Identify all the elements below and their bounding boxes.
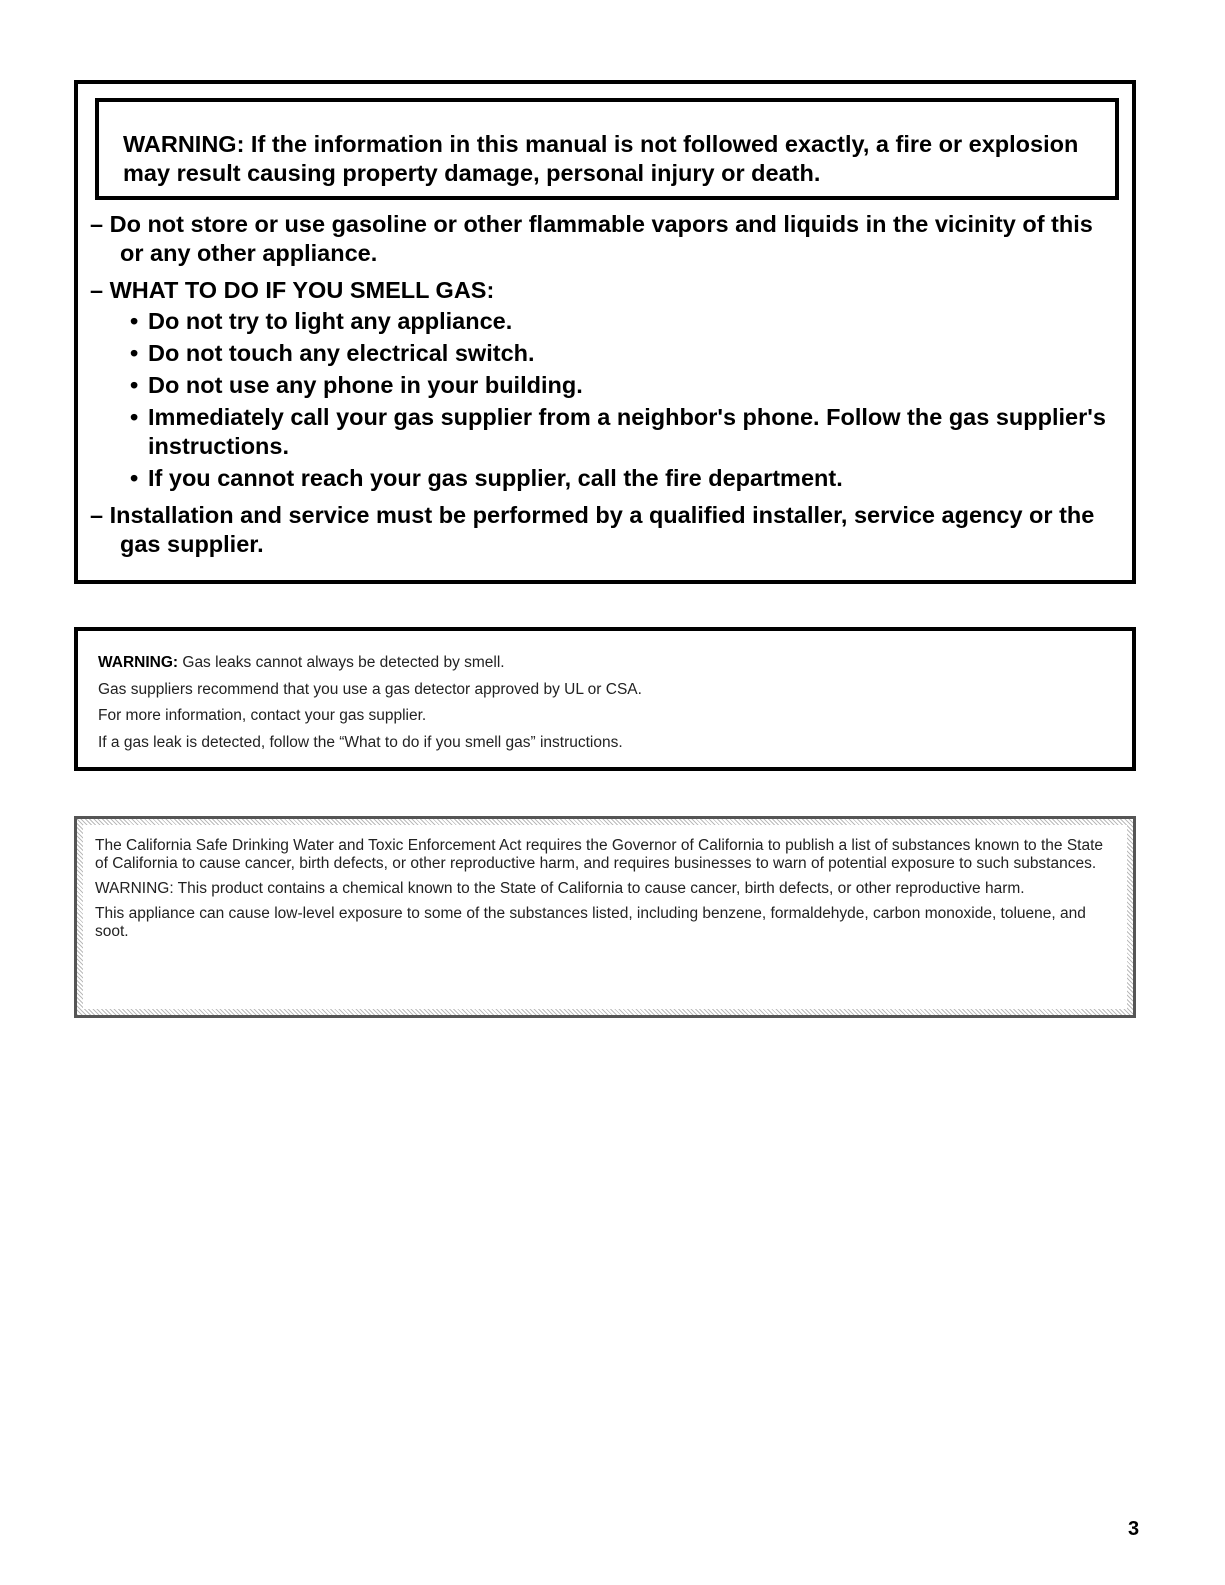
warning-header-line-1: WARNING: If the information in this manual is not followed exactly, a fire or explosion [123, 131, 1079, 157]
bullet-text: Do not touch any electrical switch. [148, 340, 535, 366]
bullet-icon: • [130, 404, 139, 430]
bullet-item [90, 464, 1120, 493]
bullet-item [90, 371, 1120, 400]
bullet-item [90, 403, 1120, 461]
bullet-icon: • [130, 340, 139, 366]
bullet-item [90, 307, 1120, 336]
prop65-paragraph-3: This appliance can cause low-level exposure to some of the substances listed, including benzene, formaldehyde, carbon monoxide, toluene, and soot. [95, 905, 1086, 940]
bullet-text: If you cannot reach your gas supplier, call the fire department. [148, 465, 843, 491]
gas-leak-line-3: For more information, contact your gas supplier. [98, 707, 427, 724]
bullet-icon: • [130, 465, 139, 491]
bullet-icon: • [130, 308, 139, 334]
gas-leak-line-2: Gas suppliers recommend that you use a gas detector approved by UL or CSA. [98, 680, 642, 698]
bullet-text: Do not use any phone in your building. [148, 372, 583, 398]
bullet-text: Immediately call your gas supplier from a neighbor's phone. Follow the gas supplier's instructions. [148, 404, 1106, 459]
gas-leak-warning-box [74, 627, 1136, 771]
warning-header-line-2: may result causing property damage, personal injury or death. [123, 160, 821, 186]
instruction-smell-gas-heading: – WHAT TO DO IF YOU SMELL GAS: [90, 277, 495, 303]
warning-label: WARNING: [98, 654, 179, 671]
gas-leak-line-4: If a gas leak is detected, follow the “What to do if you smell gas” instructions. [98, 733, 623, 751]
california-prop65-box [74, 816, 1136, 1018]
warning-header-box [95, 98, 1119, 200]
smell-gas-bullet-list [90, 307, 1120, 493]
instruction-no-gasoline: – Do not store or use gasoline or other flammable vapors and liquids in the vicinity of this or any other appliance. [90, 211, 1093, 266]
gas-leak-line-1 [98, 650, 1132, 677]
california-prop65-content [83, 825, 1127, 1009]
instruction-qualified-installer: – Installation and service must be performed by a qualified installer, service agency or the gas supplier. [90, 502, 1095, 557]
prop65-paragraph-1: The California Safe Drinking Water and Toxic Enforcement Act requires the Governor of California to publish a list of substances known to the State of California to cause cancer, birth defects, or other reproductive harm, and requires businesses to warn of potential exposure to such substances. [95, 837, 1104, 872]
prop65-paragraph-2: WARNING: This product contains a chemical known to the State of California to cause cancer, birth defects, or other reproductive harm. [95, 880, 1025, 897]
bullet-icon: • [130, 372, 139, 398]
page-number: 3 [1128, 1518, 1140, 1540]
gas-safety-warning-box [74, 80, 1136, 584]
gas-leak-line-1-text: Gas leaks cannot always be detected by smell. [178, 654, 505, 671]
bullet-item [90, 339, 1120, 368]
warning-instructions [90, 210, 1120, 559]
bullet-text: Do not try to light any appliance. [148, 308, 513, 334]
